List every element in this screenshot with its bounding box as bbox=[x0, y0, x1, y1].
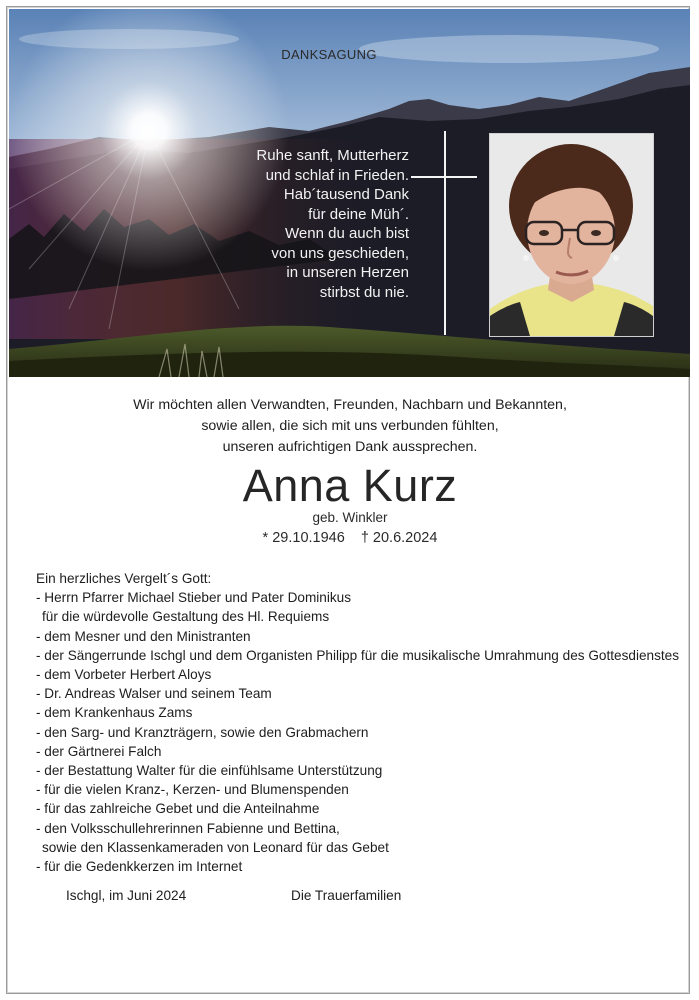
cross-horizontal-bar bbox=[411, 176, 477, 178]
poem-line: in unseren Herzen bbox=[286, 264, 409, 281]
list-item: - für die Gedenkkerzen im Internet bbox=[36, 859, 243, 875]
thanks-line: unseren aufrichtigen Dank aussprechen. bbox=[222, 439, 478, 455]
place-and-date: Ischgl, im Juni 2024 bbox=[66, 888, 187, 903]
list-item: - dem Krankenhaus Zams bbox=[36, 705, 193, 721]
portrait-illustration bbox=[490, 134, 653, 336]
poem-line: Hab´tausend Dank bbox=[283, 186, 409, 203]
acknowledgement-intro: Ein herzliches Vergelt´s Gott: bbox=[36, 571, 212, 586]
list-item: - dem Vorbeter Herbert Aloys bbox=[36, 667, 212, 683]
portrait-photo bbox=[489, 133, 654, 337]
poem-line: stirbst du nie. bbox=[319, 283, 409, 301]
acknowledgement-list bbox=[36, 569, 680, 876]
page-title: DANKSAGUNG bbox=[281, 47, 377, 62]
list-item: für die würdevolle Gestaltung des Hl. Requiems bbox=[42, 609, 330, 625]
list-item: - für das zahlreiche Gebet und die Anteilnahme bbox=[36, 801, 320, 817]
life-dates bbox=[200, 530, 500, 546]
poem-line: für deine Müh´. bbox=[308, 205, 409, 223]
poem-line: Ruhe sanft, Mutterherz bbox=[256, 147, 409, 164]
maiden-name: geb. Winkler bbox=[312, 510, 388, 525]
poem-line: von uns geschieden, bbox=[271, 244, 409, 262]
list-item: sowie den Klassenkameraden von Leonard für das Gebet bbox=[42, 839, 389, 855]
cross-vertical-bar bbox=[444, 131, 446, 335]
death-date: † 20.6.2024 bbox=[360, 530, 438, 546]
birth-date: * 29.10.1946 bbox=[262, 530, 345, 546]
list-item: - dem Mesner und den Ministranten bbox=[36, 628, 251, 644]
hero-landscape bbox=[9, 9, 690, 377]
list-item: - Herrn Pfarrer Michael Stieber und Pater Dominikus bbox=[36, 590, 352, 606]
list-item: - den Volksschullehrerinnen Fabienne und Bettina, bbox=[36, 820, 340, 836]
poem-line: und schlaf in Frieden. bbox=[265, 166, 409, 184]
signature: Die Trauerfamilien bbox=[291, 888, 402, 903]
list-item: - der Bestattung Walter für die einfühlsame Unterstützung bbox=[36, 763, 383, 779]
thanks-text bbox=[100, 395, 600, 458]
list-item: - Dr. Andreas Walser und seinem Team bbox=[36, 686, 272, 702]
deceased-name: Anna Kurz bbox=[242, 460, 458, 511]
thanks-line: sowie allen, die sich mit uns verbunden fühlten, bbox=[201, 418, 499, 434]
list-item: - für die vielen Kranz-, Kerzen- und Blumenspenden bbox=[36, 782, 349, 798]
memorial-poem bbox=[199, 146, 409, 302]
list-item: - der Sängerrunde Ischgl und dem Organisten Philipp für die musikalische Umrahmung des Gottesdienstes bbox=[36, 647, 680, 663]
list-item: - den Sarg- und Kranzträgern, sowie den Grabmachern bbox=[36, 724, 369, 740]
list-item: - der Gärtnerei Falch bbox=[36, 743, 162, 759]
poem-line: Wenn du auch bist bbox=[285, 225, 409, 242]
thanks-line: Wir möchten allen Verwandten, Freunden, Nachbarn und Bekannten, bbox=[133, 397, 567, 413]
